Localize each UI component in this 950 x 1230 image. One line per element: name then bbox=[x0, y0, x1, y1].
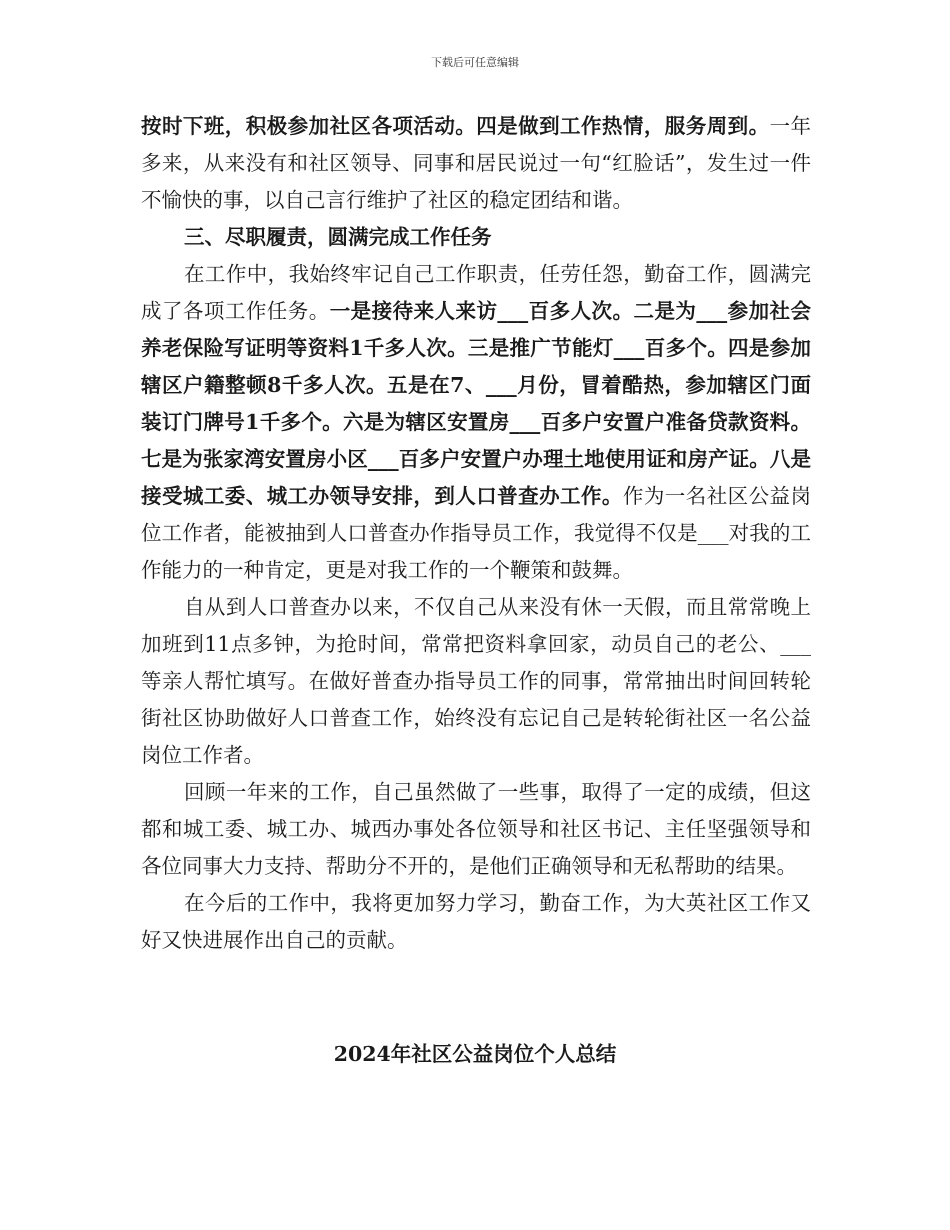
section-heading-3: 三、尽职履责，圆满完成工作任务 bbox=[184, 225, 492, 249]
paragraph-1-text: 一年多来，从来没有和社区领导、同事和居民说过一句“红脸话”，发生过一件不愉快的事，以自己言行维护了社区的稳定团结和谐。 bbox=[141, 114, 811, 212]
paragraph-1 bbox=[141, 108, 811, 219]
paragraph-2-text-1: 在工作中，我始终牢记自己工作职责，任劳任怨，勤奋工作，圆满完成了各项工作任务。 bbox=[141, 262, 811, 323]
paragraph-2 bbox=[141, 256, 811, 589]
paragraph-1-bold: 按时下班，积极参加社区各项活动。四是做到工作热情，服务周到。 bbox=[141, 114, 770, 138]
next-document-title: 2024年社区公益岗位个人总结 bbox=[333, 1042, 617, 1066]
page-header-note: 下载后可任意编辑 bbox=[431, 56, 519, 69]
paragraph-2-text-2: 作为一名社区公益岗位工作者，能被抽到人口普查办作指导员工作，我觉得不仅是___对我的工作能力的一种肯定，更是对我工作的一个鞭策和鼓舞。 bbox=[141, 484, 812, 582]
paragraph-3: 自从到人口普查办以来，不仅自己从来没有休一天假，而且常常晚上加班到11点多钟，为抢时间，常常把资料拿回家，动员自己的老公、___等亲人帮忙填写。在做好普查办指导员工作的同事，常常抽出时间回转轮街社区协助做好人口普查工作，始终没有忘记自己是转轮街社区一名公益岗位工作者。 bbox=[141, 595, 811, 767]
paragraph-5: 在今后的工作中，我将更加努力学习，勤奋工作，为大英社区工作又好又快进展作出自己的贡献。 bbox=[141, 891, 811, 952]
paragraph-4: 回顾一年来的工作，自己虽然做了一些事，取得了一定的成绩，但这都和城工委、城工办、城西办事处各位领导和社区书记、主任坚强领导和各位同事大力支持、帮助分不开的，是他们正确领导和无私帮助的结果。 bbox=[141, 780, 811, 878]
document-body bbox=[141, 108, 811, 959]
paragraph-2-bold: 一是接待来人来访___百多人次。二是为___参加社会养老保险写证明等资料1千多人次。三是推广节能灯___百多个。四是参加辖区户籍整顿8千多人次。五是在7、___月份，冒着酷热，参加辖区门面装订门牌号1千多个。六是为辖区安置房___百多户安置户准备贷款资料。七是为张家湾安置房小区___百多户安置户办理土地使用证和房产证。八是接受城工委、城工办领导安排，到人口普查办工作。 bbox=[141, 299, 812, 508]
